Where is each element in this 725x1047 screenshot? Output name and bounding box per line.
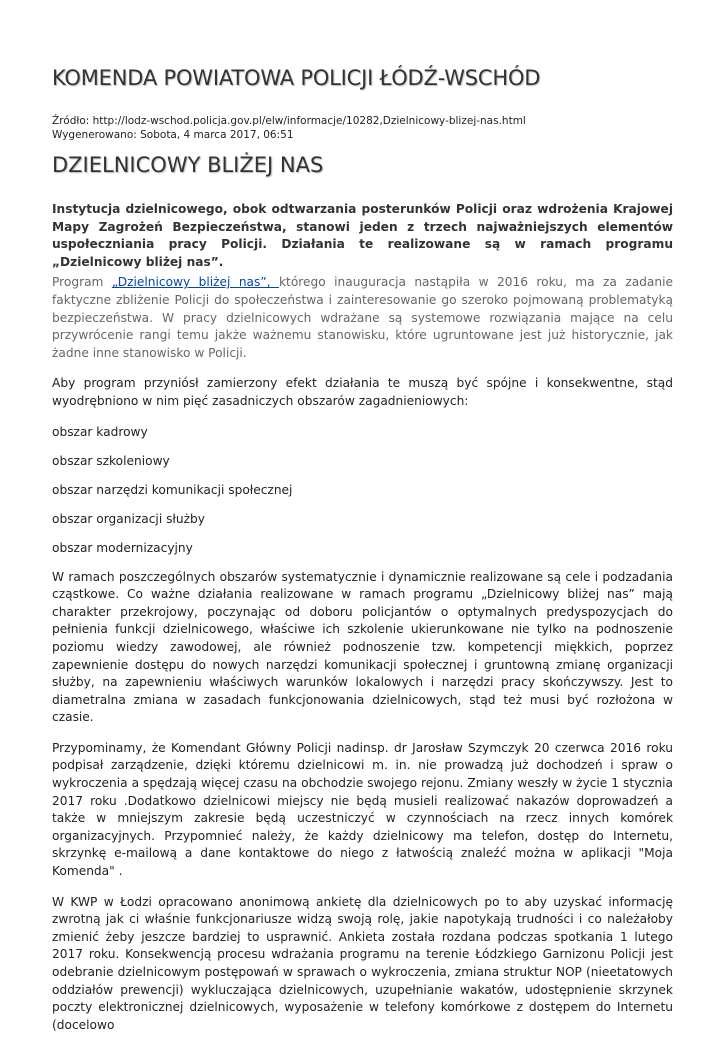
source-line: Źródło: http://lodz-wschod.policja.gov.pl/elw/informacje/10282,Dzielnicowy-blizej-nas.html [52,115,526,127]
article-title: DZIELNICOWY BLIŻEJ NAS [52,153,324,177]
paragraph-goals: W ramach poszczególnych obszarów systematycznie i dynamicznie realizowane są cele i podzadania cząstkowe. Co ważne działania realizowane w ramach programu „Dzielnicowy bliżej nas” mają charakter przekrojowy, poczynając od doboru policjantów o optymalnych predyspozycjach do pełnienia funkcji dzielnicowego, właściwe ich szkolenie ukierunkowane nie tylko na podnoszenie poziomu wiedzy zawodowej, ale również podnoszenie tzw. kompetencji miękkich, poprzez zapewnienie dostępu do nowych narzędzi komunikacji społecznej i gruntowną zmianę organizacji służby, na zapewnieniu właściwych warunków lokalowych i narzędzi pracy skończywszy. Jest to diametralna zmiana w zasadach funkcjonowania dzielnicowych, stąd też musi być rozłożona w czasie. [52,569,673,725]
program-link[interactable]: „Dzielnicowy bliżej nas”, [111,275,279,290]
list-item: obszar organizacji służby [52,511,205,526]
list-item: obszar kadrowy [52,424,148,439]
article-lead: Instytucja dzielnicowego, obok odtwarzania posterunków Policji oraz wdrożenia Krajowej Mapy Zagrożeń Bezpieczeństwa, stanowi jeden z trzech najważniejszych elementów uspołeczniania pracy Policji. Działania te realizowane są w ramach programu „Dzielnicowy bliżej nas”. [52,202,673,269]
list-item: obszar narzędzi komunikacji społecznej [52,482,293,497]
article-body [52,201,673,1047]
generated-line: Wygenerowano: Sobota, 4 marca 2017, 06:51 [52,129,294,141]
paragraph-survey: W KWP w Łodzi opracowano anonimową ankietę dla dzielnicowych po to aby uzyskać informację zwrotną jak ci właśnie funkcjonariusze widzą swoją rolę, jakie napotykają trudności i co należałoby zmienić żeby jeszcze bardziej to usprawnić. Ankieta została rozdana podczas spotkania 1 lutego 2017 roku. Konsekwencją procesu wdrażania programu na terenie Łódzkiego Garnizonu Policji jest odebranie dzielnicowym postępowań w sprawach o wykroczenia, zmiana struktur NOP (nieetatowych oddziałów prewencji) wykluczająca dzielnicowych, uzupełnianie wakatów, udostępnienie skrzynek poczty elektronicznej dzielnicowych, wyposażenie w telefony komórkowe z dostępem do Internetu (docelowo [52,894,673,1032]
intro-prefix: Program [52,275,112,290]
paragraph-ordinance: Przypominamy, że Komendant Główny Policji nadinsp. dr Jarosław Szymczyk 20 czerwca 2016 roku podpisał zarządzenie, dzięki któremu dzielnicowi m. in. nie prowadzą już dochodzeń i spraw o wykroczenia a spędzają więcej czasu na obchodzie swojego rejonu. Zmiany weszły w życie 1 stycznia 2017 roku .Dodatkowo dzielnicowi miejscy nie będą musieli realizować nakazów doprowadzeń a także w mniejszym zakresie będą uczestniczyć w czynnościach na rzecz innych komórek organizacyjnych. Przypomnieć należy, że każdy dzielnicowy ma telefon, dostęp do Internetu, skrzynkę e-mailową a dane kontaktowe do niego z łatwością znaleźć można w aplikacji "Moja Komenda" . [52,740,673,879]
list-item: obszar szkoleniowy [52,453,170,468]
org-title: KOMENDA POWIATOWA POLICJI ŁÓDŹ-WSCHÓD [52,66,541,90]
intro-rest: którego inauguracja nastąpiła w 2016 roku, ma za zadanie faktyczne zbliżenie Policji do społeczeństwa i zainteresowanie go szeroko pojmowaną problematyką bezpieczeństwa. W pracy dzielnicowych wdrażane są systemowe rozwiązania mające na celu przywrócenie rangi temu jakże ważnemu stanowisku, które ugruntowane jest już historycznie, jak żadne inne stanowisko w Policji. [52,275,673,360]
intro-paragraph [52,274,673,362]
paragraph-areas-intro: Aby program przyniósł zamierzony efekt działania te muszą być spójne i konsekwentne, stąd wyodrębniono w nim pięć zasadniczych obszarów zagadnieniowych: [52,376,673,408]
document-meta [52,114,526,142]
list-item: obszar modernizacyjny [52,540,193,555]
